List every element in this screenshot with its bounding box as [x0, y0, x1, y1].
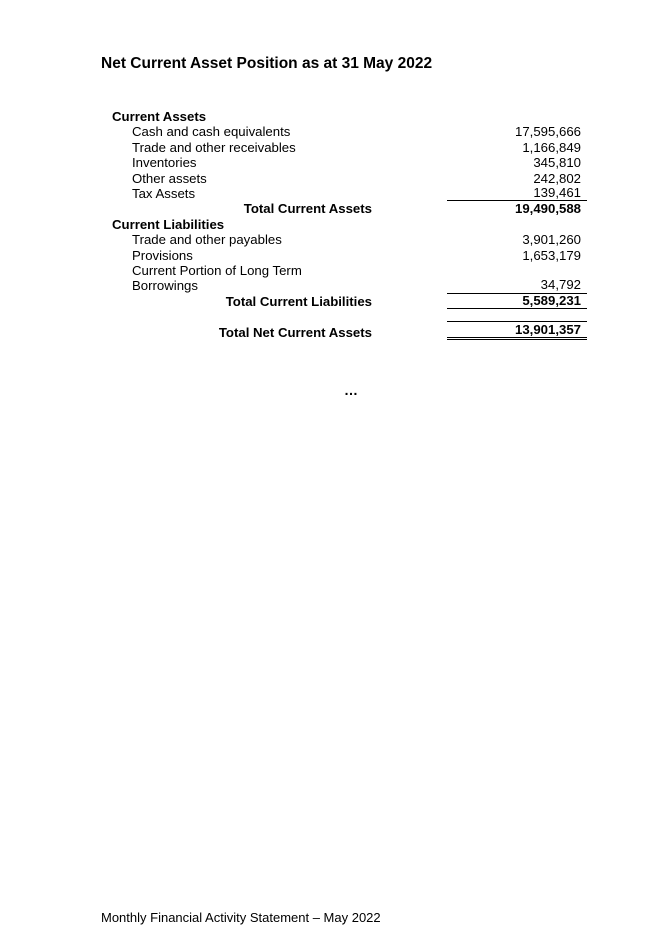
page-title: Net Current Asset Position as at 31 May 2022 [101, 55, 433, 72]
total-current-assets-value: 19,490,588 [514, 201, 581, 217]
section-heading-row [112, 109, 587, 124]
row-label: Inventories [132, 155, 197, 171]
total-row [112, 201, 587, 216]
total-current-assets-label: Total Current Assets [243, 201, 372, 217]
row-value: 345,810 [533, 155, 581, 171]
total-net-current-assets-label: Total Net Current Assets [218, 325, 372, 341]
row-label: Other assets [132, 170, 207, 186]
row-value: 1,166,849 [522, 139, 581, 155]
net-total-row [112, 322, 587, 341]
row-value: 17,595,666 [514, 124, 581, 140]
total-current-liabilities-label: Total Current Liabilities [225, 293, 372, 309]
net-current-assets-statement [112, 109, 587, 340]
row-label: Cash and cash equivalents [132, 124, 291, 140]
statement-row [112, 155, 587, 170]
row-label: Trade and other payables [132, 232, 282, 248]
row-value: 242,802 [533, 170, 581, 186]
statement-row [112, 263, 587, 278]
statement-row [112, 124, 587, 139]
current-liabilities-heading: Current Liabilities [112, 216, 225, 232]
total-net-current-assets-value: 13,901,357 [447, 321, 587, 340]
row-value: 1,653,179 [522, 247, 581, 263]
row-value: 139,461 [447, 185, 587, 201]
row-label: Provisions [132, 247, 193, 263]
row-label: Trade and other receivables [132, 139, 296, 155]
row-label: Borrowings [132, 278, 198, 294]
row-value: 3,901,260 [522, 232, 581, 248]
total-current-liabilities-value: 5,589,231 [447, 293, 587, 309]
statement-row [112, 140, 587, 155]
total-row [112, 294, 587, 309]
statement-row [112, 248, 587, 263]
statement-row [112, 186, 587, 201]
continuation-ellipsis: … [344, 382, 359, 398]
row-value: 34,792 [447, 277, 587, 293]
statement-row [112, 232, 587, 247]
section-heading-row [112, 217, 587, 232]
current-assets-heading: Current Assets [112, 108, 207, 124]
row-label: Current Portion of Long Term [132, 262, 302, 278]
statement-row [112, 278, 587, 293]
page-footer: Monthly Financial Activity Statement – May 2022 [101, 910, 381, 925]
statement-row [112, 171, 587, 186]
row-label: Tax Assets [132, 185, 196, 201]
